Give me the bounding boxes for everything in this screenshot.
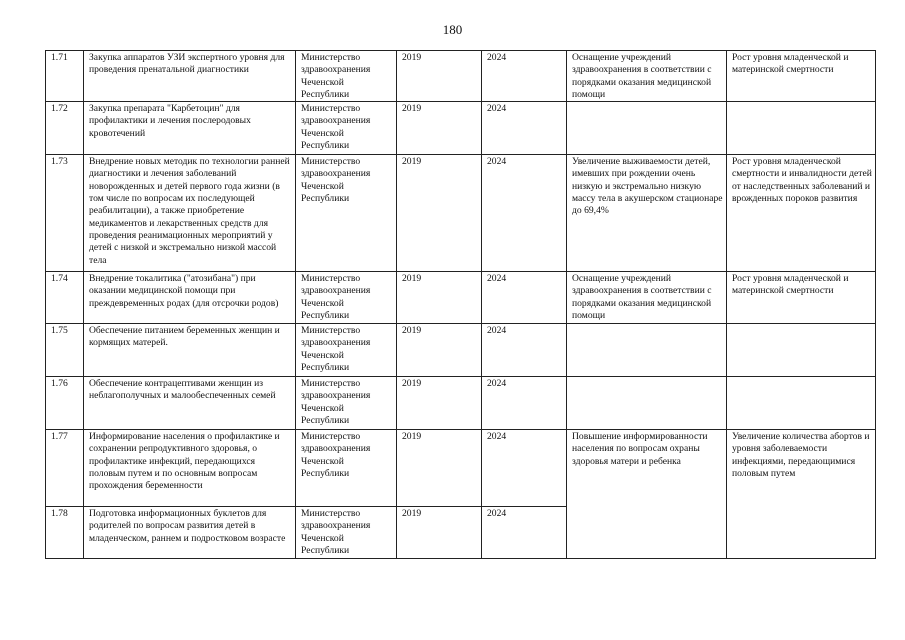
start-year: 2019: [397, 324, 482, 377]
expected-result: Оснащение учреждений здравоохранения в соответствии с порядками оказания медицинской помощи: [567, 272, 727, 324]
start-year: 2019: [397, 430, 482, 507]
risk-indicator: Рост уровня младенческой смертности и инвалидности детей от наследственных заболеваний и врожденных пороков развития: [727, 155, 876, 272]
expected-result: [567, 377, 727, 430]
end-year: 2024: [482, 507, 567, 559]
start-year: 2019: [397, 377, 482, 430]
risk-indicator: [727, 377, 876, 430]
item-number: 1.72: [46, 102, 84, 155]
end-year: 2024: [482, 324, 567, 377]
end-year: 2024: [482, 102, 567, 155]
expected-result: Оснащение учреждений здравоохранения в соответствии с порядками оказания медицинской помощи: [567, 51, 727, 102]
end-year: 2024: [482, 51, 567, 102]
risk-indicator: [727, 324, 876, 377]
measure-name: Закупка препарата "Карбетоцин" для профилактики и лечения послеродовых кровотечений: [84, 102, 296, 155]
start-year: 2019: [397, 155, 482, 272]
end-year: 2024: [482, 272, 567, 324]
start-year: 2019: [397, 102, 482, 155]
start-year: 2019: [397, 507, 482, 559]
measure-name: Информирование населения о профилактике и сохранении репродуктивного здоровья, о профилактике инфекций, передающихся половым путем и по основным вопросам прохождения беременности: [84, 430, 296, 507]
executor: Министерство здравоохранения Чеченской Республики: [296, 507, 397, 559]
risk-indicator: Рост уровня младенческой и материнской смертности: [727, 51, 876, 102]
measure-name: Обеспечение питанием беременных женщин и кормящих матерей.: [84, 324, 296, 377]
expected-result: Увеличение выживаемости детей, имевших при рождении очень низкую и экстремально низкую массу тела в акушерском стационаре до 69,4%: [567, 155, 727, 272]
item-number: 1.73: [46, 155, 84, 272]
item-number: 1.74: [46, 272, 84, 324]
measure-name: Подготовка информационных буклетов для родителей по вопросам развития детей в младенческом, раннем и подростковом возрасте: [84, 507, 296, 559]
item-number: 1.76: [46, 377, 84, 430]
table-row: [46, 272, 876, 324]
item-number: 1.77: [46, 430, 84, 507]
item-number: 1.78: [46, 507, 84, 559]
table-row: [46, 377, 876, 430]
executor: Министерство здравоохранения Чеченской Республики: [296, 430, 397, 507]
page-number: 180: [442, 22, 463, 37]
end-year: 2024: [482, 377, 567, 430]
start-year: 2019: [397, 272, 482, 324]
table-row: [46, 324, 876, 377]
executor: Министерство здравоохранения Чеченской Республики: [296, 155, 397, 272]
executor: Министерство здравоохранения Чеченской Республики: [296, 377, 397, 430]
measures-table: [45, 50, 876, 559]
risk-indicator: Рост уровня младенческой и материнской смертности: [727, 272, 876, 324]
table-row: [46, 51, 876, 102]
table-row: [46, 102, 876, 155]
item-number: 1.75: [46, 324, 84, 377]
end-year: 2024: [482, 430, 567, 507]
expected-result: Повышение информированности населения по вопросам охраны здоровья матери и ребенка: [567, 430, 727, 559]
executor: Министерство здравоохранения Чеченской Республики: [296, 102, 397, 155]
measure-name: Обеспечение контрацептивами женщин из неблагополучных и малообеспеченных семей: [84, 377, 296, 430]
item-number: 1.71: [46, 51, 84, 102]
measure-name: Закупка аппаратов УЗИ экспертного уровня для проведения пренатальной диагностики: [84, 51, 296, 102]
risk-indicator: [727, 102, 876, 155]
end-year: 2024: [482, 155, 567, 272]
executor: Министерство здравоохранения Чеченской Республики: [296, 272, 397, 324]
expected-result: [567, 102, 727, 155]
executor: Министерство здравоохранения Чеченской Республики: [296, 324, 397, 377]
table-row: [46, 430, 876, 507]
expected-result: [567, 324, 727, 377]
measure-name: Внедрение токалитика ("атозибана") при оказании медицинской помощи при преждевременных родах (для отсрочки родов): [84, 272, 296, 324]
measure-name: Внедрение новых методик по технологии ранней диагностики и лечения заболеваний новорожденных и детей первого года жизни (в том числе по вопросам их последующей реабилитации), а также приобретение медикаментов и лекарственных средств для проведения реанимационных мероприятий у детей с низкой и экстремально низкой массой тела: [84, 155, 296, 272]
table-row: [46, 155, 876, 272]
executor: Министерство здравоохранения Чеченской Республики: [296, 51, 397, 102]
start-year: 2019: [397, 51, 482, 102]
risk-indicator: Увеличение количества абортов и уровня заболеваемости инфекциями, передающимися половым путем: [727, 430, 876, 559]
